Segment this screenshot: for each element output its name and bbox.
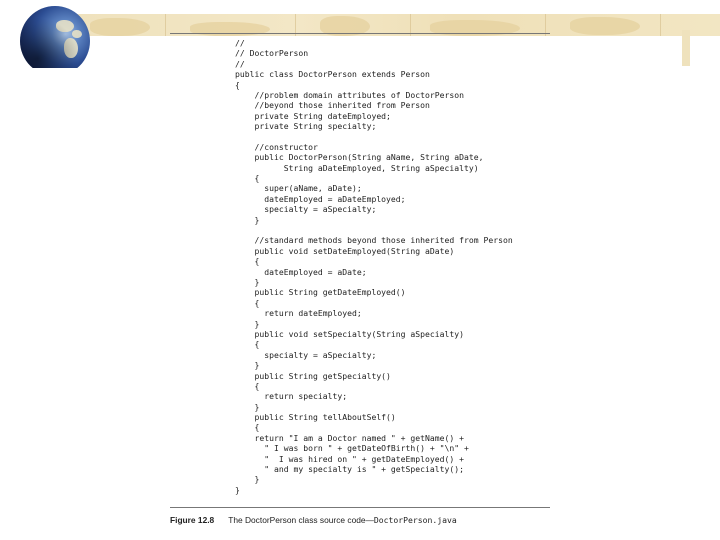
figure-label: Figure 12.8: [170, 515, 215, 525]
code-line: [235, 225, 513, 235]
code-line: }: [235, 360, 260, 371]
code-line: }: [235, 214, 260, 225]
code-line: //constructor: [235, 141, 318, 152]
caption-text: The DoctorPerson class source code—: [228, 515, 374, 525]
code-line: }: [235, 318, 260, 329]
code-line: {: [235, 297, 260, 308]
code-line: private String dateEmployed;: [235, 110, 391, 121]
code-line: //: [235, 58, 245, 69]
code-line: {: [235, 173, 260, 184]
figure-bottom-rule: [170, 507, 550, 508]
code-line: public String getDateEmployed(): [235, 287, 406, 298]
code-line: //beyond those inherited from Person: [235, 100, 430, 111]
code-line: dateEmployed = aDateEmployed;: [235, 193, 406, 204]
code-line: public void setSpecialty(String aSpecialty): [235, 328, 465, 339]
code-line: }: [235, 484, 240, 495]
code-line: public class DoctorPerson extends Person: [235, 69, 430, 80]
code-line: }: [235, 474, 260, 485]
code-line: return "I am a Doctor named " + getName() +: [235, 432, 465, 443]
code-line: return dateEmployed;: [235, 308, 362, 319]
code-line: " and my specialty is " + getSpecialty();: [235, 464, 465, 475]
code-line: {: [235, 380, 260, 391]
code-line: public void setDateEmployed(String aDate): [235, 245, 455, 256]
code-line: {: [235, 422, 260, 433]
code-line: dateEmployed = aDate;: [235, 266, 367, 277]
globe-icon: [20, 6, 90, 68]
code-line: //: [235, 38, 245, 48]
code-line: specialty = aSpecialty;: [235, 349, 377, 360]
code-line: public String tellAboutSelf(): [235, 412, 396, 423]
code-line: {: [235, 339, 260, 350]
code-line: String aDateEmployed, String aSpecialty): [235, 162, 479, 173]
figure-top-rule: [170, 33, 550, 34]
figure-caption: [170, 515, 550, 525]
code-line: public String getSpecialty(): [235, 370, 391, 381]
source-code-listing: [235, 38, 513, 495]
code-line: return specialty;: [235, 391, 348, 402]
code-line: //standard methods beyond those inherited from Person: [235, 235, 513, 246]
code-line: [235, 132, 513, 142]
code-line: }: [235, 276, 260, 287]
code-line: }: [235, 401, 260, 412]
code-line: specialty = aSpecialty;: [235, 204, 377, 215]
code-line: {: [235, 79, 240, 90]
caption-filename: DoctorPerson.java: [373, 515, 457, 525]
code-line: {: [235, 256, 260, 267]
code-line: super(aName, aDate);: [235, 183, 362, 194]
code-line: private String specialty;: [235, 121, 377, 132]
code-line: " I was born " + getDateOfBirth() + "\n" +: [235, 443, 469, 454]
code-line: //problem domain attributes of DoctorPerson: [235, 89, 465, 100]
code-line: public DoctorPerson(String aName, String aDate,: [235, 152, 484, 163]
code-line: // DoctorPerson: [235, 48, 309, 59]
code-line: " I was hired on " + getDateEmployed() +: [235, 453, 465, 464]
